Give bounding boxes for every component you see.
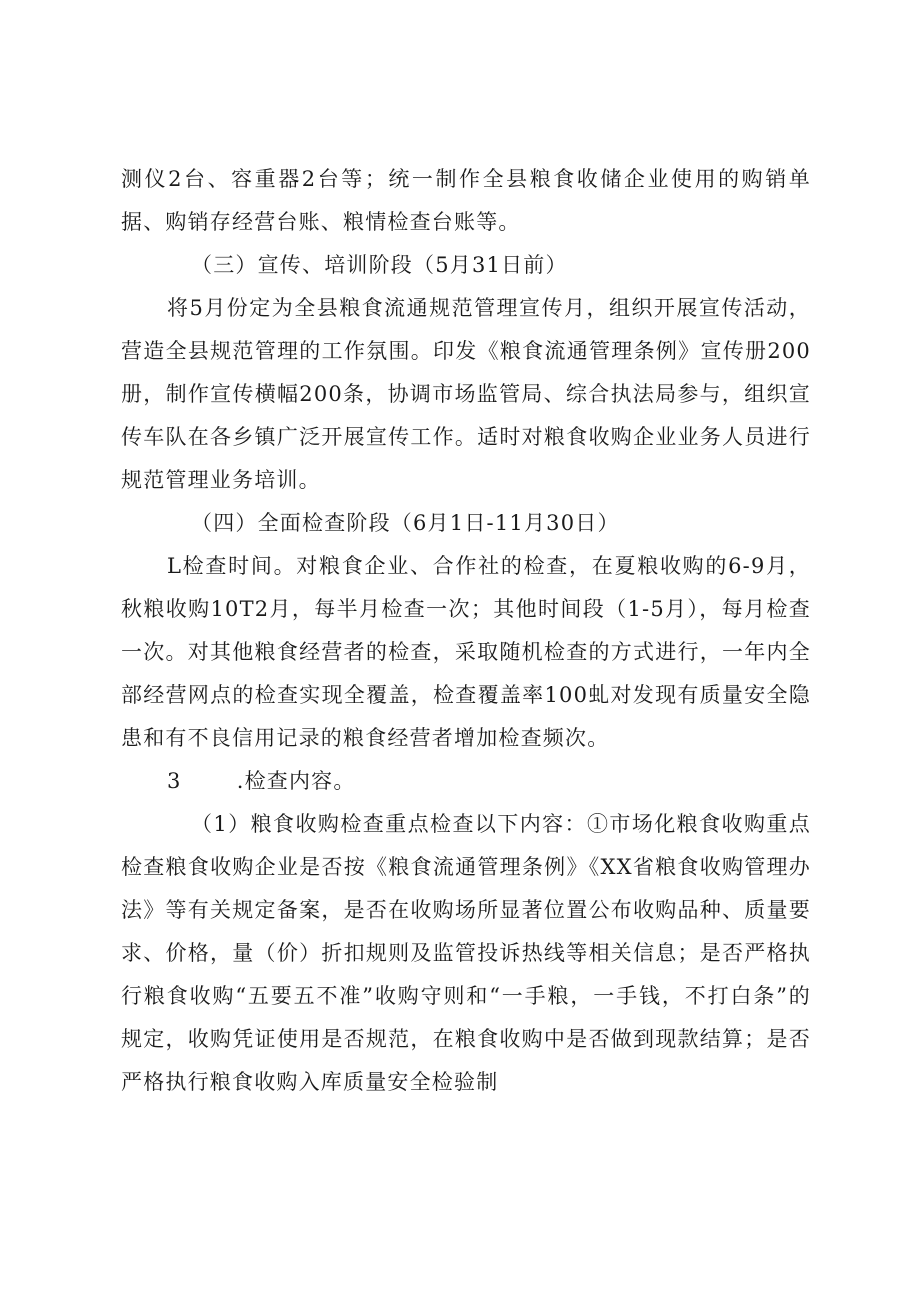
document-body — [121, 158, 811, 1104]
paragraph-purchase-inspection: （1）粮食收购检查重点检查以下内容：①市场化粮食收购重点检查粮食收购企业是否按《粮食流通管理条例》《XX省粮食收购管理办法》等有关规定备案，是否在收购场所显著位置公布收购品种、质量要求、价格，量（价）折扣规则及监管投诉热线等相关信息；是否严格执行粮食收购“五要五不准”收购守则和“一手粮，一手钱，不打白条”的规定，收购凭证使用是否规范，在粮食收购中是否做到现款结算；是否严格执行粮食收购入库质量安全检验制 — [121, 812, 811, 1094]
section-heading-3: （三）宣传、培训阶段（5月31日前） — [191, 253, 568, 277]
paragraph-equipment: 测仪2台、容重器2台等；统一制作全县粮食收储企业使用的购销单据、购销存经营台账、粮情检查台账等。 — [121, 167, 811, 234]
paragraph-inspection-time: L检查时间。对粮食企业、合作社的检查，在夏粮收购的6-9月，秋粮收购10T2月，每半月检查一次；其他时间段（1-5月），每月检查一次。对其他粮食经营者的检查，采取随机检查的方式进行，一年内全部经营网点的检查实现全覆盖，检查覆盖率100虬对发现有质量安全隐患和有不良信用记录的粮食经营者增加检查频次。 — [121, 554, 811, 750]
paragraph-publicity: 将5月份定为全县粮食流通规范管理宣传月，组织开展宣传活动，营造全县规范管理的工作氛围。印发《粮食流通管理条例》宣传册200册，制作宣传横幅200条，协调市场监管局、综合执法局参与，组织宣传车队在各乡镇广泛开展宣传工作。适时对粮食收购企业业务人员进行规范管理业务培训。 — [121, 296, 811, 492]
item-inspection-content: 3 .检查内容。 — [167, 769, 356, 793]
section-heading-4: （四）全面检查阶段（6月1日-11月30日） — [191, 511, 620, 535]
